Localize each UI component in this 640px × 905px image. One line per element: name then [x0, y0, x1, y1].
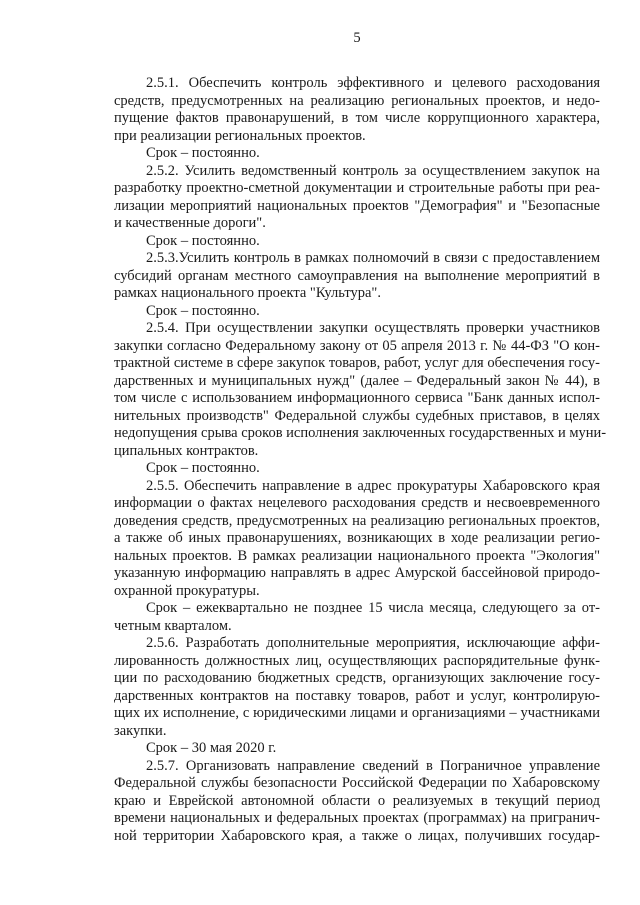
text-line: ципальных контрактов.	[114, 442, 259, 459]
text-line: Срок – постоянно.	[146, 460, 260, 476]
text-line: охранной прокуратуры.	[114, 582, 260, 599]
text-line: при реализации региональных проектов.	[114, 127, 366, 144]
text-line: 2.5.1. Обеспечить контроль эффективного и целевого расходования	[146, 75, 600, 91]
deadline-2-5-1	[114, 145, 600, 163]
text-line: Срок – 30 мая 2020 г.	[146, 740, 277, 756]
clause-2-5-3	[114, 250, 600, 303]
clause-2-5-1	[114, 75, 600, 145]
text-line: закупки.	[114, 722, 167, 739]
deadline-2-5-4	[114, 460, 600, 478]
text-line: 2.5.3.Усилить контроль в рамках полномочий в связи с предоставлением	[146, 250, 600, 266]
text-line: времени национальных и федеральных проектах (программах) на пригранич-	[114, 810, 600, 826]
text-line: 2.5.7. Организовать направление сведений в Пограничное управление	[146, 757, 600, 774]
text-line: закупки согласно Федеральному закону от 05 апреля 2013 г. № 44-ФЗ "О кон-	[114, 337, 600, 354]
text-line: краю и Еврейской автономной области о реализуемых в текущий период	[114, 792, 600, 809]
text-line: указанную информацию направлять в адрес Амурской бассейновой природо-	[114, 565, 600, 581]
text-line: и качественные дороги".	[114, 215, 266, 231]
text-line: 2.5.2. Усилить ведомственный контроль за осуществлением закупок на	[146, 162, 600, 179]
deadline-2-5-6	[114, 740, 600, 758]
clause-2-5-4	[114, 320, 607, 460]
text-line: щих их исполнение, с юридическими лицами и организациями – участниками	[114, 705, 600, 721]
text-line: трактной системе в сфере закупок товаров, работ, услуг для обеспечения госу-	[114, 355, 600, 371]
deadline-2-5-5	[114, 600, 600, 635]
text-line: средств, предусмотренных на реализацию региональных проектов, и недо-	[114, 92, 600, 109]
text-line: субсидий органам местного самоуправления на выполнение мероприятий в	[114, 267, 600, 284]
text-line: Срок – постоянно.	[146, 145, 260, 161]
clause-2-5-6	[114, 635, 600, 740]
text-line: 2.5.5. Обеспечить направление в адрес прокуратуры Хабаровского края	[146, 477, 600, 494]
text-line: нительных производств" Федеральной службы судебных приставов, в целях	[114, 407, 600, 424]
text-line: лизации мероприятий национальных проектов "Демография" и "Безопасные	[114, 197, 600, 214]
text-line: четным кварталом.	[114, 617, 232, 634]
text-line: Срок – постоянно.	[146, 232, 260, 249]
text-line: дарственных и муниципальных нужд" (далее – Федеральный закон № 44), в	[114, 372, 600, 389]
text-line: пущение фактов правонарушений, в том числе коррупционного характера,	[114, 110, 600, 126]
text-line: 2.5.4. При осуществлении закупки осуществлять проверки участников	[146, 320, 600, 336]
page-number: 5	[353, 30, 361, 46]
text-line: Срок – ежеквартально не позднее 15 числа месяца, следующего за от-	[146, 600, 600, 616]
document-body	[114, 75, 607, 845]
deadline-2-5-2	[114, 233, 600, 251]
text-line: Федеральной службы безопасности Российской Федерации по Хабаровскому	[114, 775, 600, 791]
text-line: информации о фактах нецелевого расходования средств и несвоевременного	[114, 495, 600, 511]
text-line: недопущения срыва сроков исполнения заключенных государственных и муни-	[114, 425, 607, 441]
text-line: ции по расходованию бюджетных средств, организующих заключение госу-	[114, 670, 600, 686]
text-line: Срок – постоянно.	[146, 302, 260, 319]
text-line: дарственных контрактов на поставку товаров, работ и услуг, контролирую-	[114, 687, 600, 704]
text-line: разработку проектно-сметной документации и строительные работы при реа-	[114, 180, 600, 196]
text-line: рамках национального проекта "Культура".	[114, 285, 381, 301]
text-line: том числе с использованием информационного сервиса "Банк данных испол-	[114, 390, 600, 406]
text-line: доведения средств, предусмотренных на реализацию региональных проектов,	[114, 512, 600, 529]
text-line: лированность должностных лиц, осуществляющих распорядительные функ-	[114, 652, 600, 669]
text-line: ной территории Хабаровского края, а также о лицах, получивших государ-	[114, 827, 600, 844]
text-line: нальных проектов. В рамках реализации национального проекта "Экология"	[114, 547, 600, 564]
text-line: а также об иных правонарушениях, возникающих в ходе реализации регио-	[114, 530, 600, 546]
clause-2-5-2	[114, 163, 600, 233]
clause-2-5-7	[114, 758, 600, 846]
deadline-2-5-3	[114, 303, 600, 321]
clause-2-5-5	[114, 478, 600, 601]
text-line: 2.5.6. Разработать дополнительные мероприятия, исключающие аффи-	[146, 635, 600, 651]
